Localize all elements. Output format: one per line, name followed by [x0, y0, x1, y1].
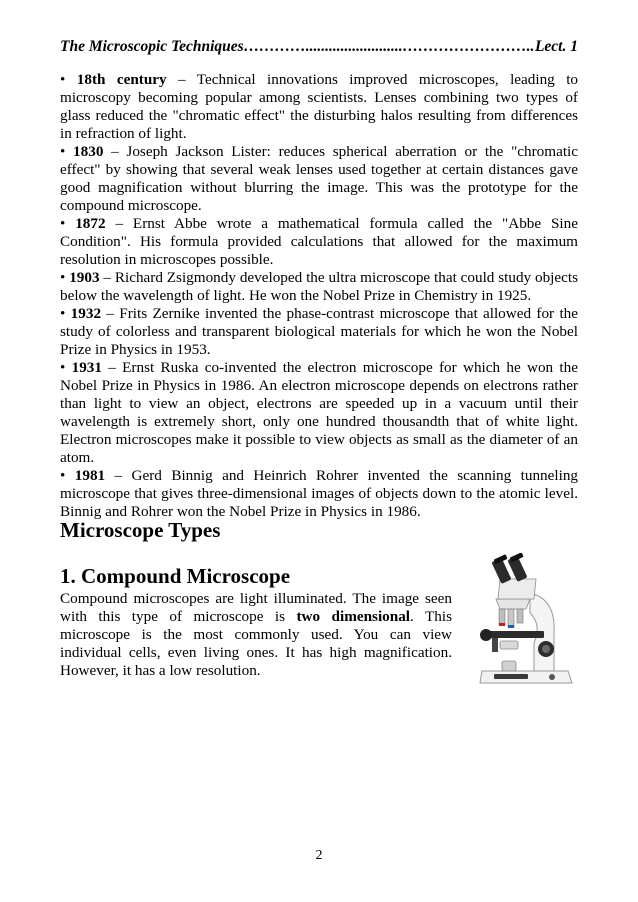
- section-heading: Microscope Types: [60, 518, 221, 542]
- history-text: – Richard Zsigmondy developed the ultra microscope that could study objects below the wavelength of light. He won the Nobel Prize in Chemistry in 1925.: [60, 269, 579, 304]
- header-lecture: Lect. 1: [534, 38, 578, 55]
- bullet: •: [60, 215, 66, 232]
- subsection-heading: 1. Compound Microscope: [60, 564, 291, 588]
- compound-paragraph: [60, 590, 452, 680]
- history-text: – Technical innovations improved microscopes, leading to microscopy becoming popular among scientists. Lenses combining two types of glass reduced the "chromatic effect" the disturbing halos resulting from differences in refraction of light.: [60, 71, 579, 142]
- compound-bold: two dimensional: [296, 608, 411, 625]
- header-title: The Microscopic Techniques: [60, 38, 244, 55]
- bullet: •: [60, 467, 66, 484]
- bullet: •: [60, 269, 66, 286]
- history-item: [60, 71, 578, 143]
- header-dots: ………….........................……………………..: [243, 38, 535, 55]
- compound-text-before: Compound microscopes are light illuminated. The image seen with this type of microscope is: [60, 590, 452, 625]
- history-item: [60, 215, 578, 269]
- page-number: 2: [315, 848, 323, 863]
- history-text: – Ernst Ruska co-invented the electron microscope for which he won the Nobel Prize in Physics in 1986. An electron microscope depends on electrons rather than light to view an object, electrons are speeded up in a vacuum until their wavelength is extremely short, only one hundred thousandth that of white light. Electron microscopes make it possible to view objects as small as the diameter of an atom.: [60, 359, 578, 466]
- history-year: 1981: [74, 467, 106, 484]
- bullet: •: [60, 359, 66, 376]
- compound-microscope-image: [472, 553, 582, 688]
- history-text: – Joseph Jackson Lister: reduces spherical aberration or the "chromatic effect" by showing that several weak lenses used together at certain distances gave good magnification without blurring the image. This was the prototype for the compound microscope.: [60, 143, 579, 214]
- history-year: 1932: [70, 305, 102, 322]
- history-text: – Gerd Binnig and Heinrich Rohrer invented the scanning tunneling microscope that gives three-dimensional images of objects down to the atomic level. Binnig and Rohrer won the Nobel Prize in Physics in 1986.: [60, 467, 579, 520]
- history-year: 1830: [73, 143, 104, 160]
- bullet: •: [60, 143, 66, 160]
- history-text: – Ernst Abbe wrote a mathematical formula called the "Abbe Sine Condition". His formula provided calculations that allowed for the maximum resolution in microscopes possible.: [60, 215, 578, 268]
- history-text: – Frits Zernike invented the phase-contrast microscope that allowed for the study of colorless and transparent biological materials for which he won the Nobel Prize in Physics in 1953.: [60, 305, 578, 358]
- bullet: •: [60, 305, 66, 322]
- compound-text-after: . This microscope is the most commonly used. You can view individual cells, even living ones. It has high magnification. However, it has a low resolution.: [60, 608, 452, 679]
- history-year: 1931: [71, 359, 102, 376]
- history-item: [60, 359, 578, 467]
- history-item: [60, 305, 578, 359]
- history-item: [60, 143, 578, 215]
- history-item: [60, 269, 578, 305]
- history-year: 1903: [69, 269, 100, 286]
- bullet: •: [60, 71, 66, 88]
- running-header: [60, 38, 578, 56]
- history-year: 1872: [75, 215, 106, 232]
- history-year: 18th century: [76, 71, 167, 88]
- history-item: [60, 467, 578, 521]
- history-list: [60, 71, 578, 521]
